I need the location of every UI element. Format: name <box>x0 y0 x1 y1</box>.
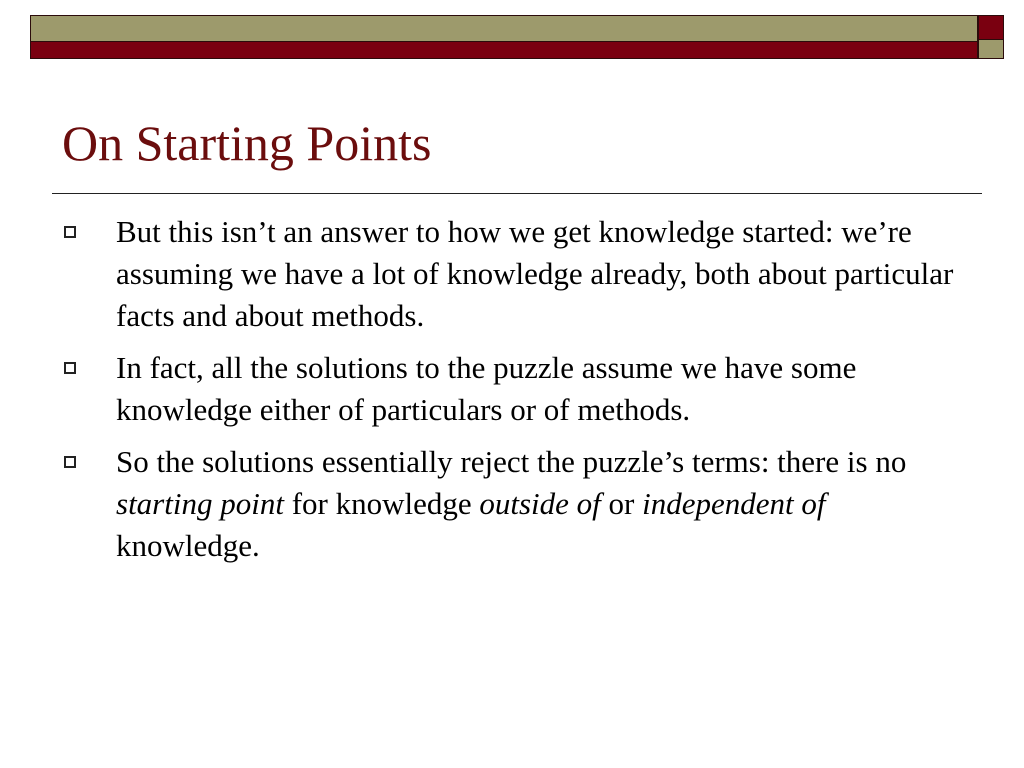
slide-title: On Starting Points <box>62 115 432 171</box>
emphasis-starting-point: starting point <box>116 486 284 521</box>
bullet-text: knowledge. <box>116 528 260 563</box>
corner-block-light <box>978 40 1004 59</box>
emphasis-outside-of: outside of <box>479 486 601 521</box>
bullet-text: So the solutions essentially reject the puzzle’s terms: there is no <box>116 444 907 479</box>
hollow-square-icon <box>64 362 76 374</box>
bullet-item <box>62 347 962 431</box>
bullet-list <box>62 211 962 577</box>
emphasis-independent-of: independent of <box>642 486 826 521</box>
hollow-square-icon <box>64 456 76 468</box>
bullet-text: But this isn’t an answer to how we get knowledge started: we’re assuming we have a lot of knowledge already, both about particular facts and about methods. <box>116 214 954 333</box>
hollow-square-icon <box>64 226 76 238</box>
title-divider <box>52 193 982 194</box>
bullet-text: for knowledge <box>283 486 480 521</box>
corner-block-dark <box>978 15 1004 40</box>
bullet-text: In fact, all the solutions to the puzzle assume we have some knowledge either of particulars or of methods. <box>116 350 857 427</box>
bullet-text: or <box>600 486 643 521</box>
bullet-item <box>62 211 962 337</box>
bullet-item <box>62 441 962 567</box>
header-olive-stripe <box>31 16 977 42</box>
header-bar <box>30 15 978 59</box>
